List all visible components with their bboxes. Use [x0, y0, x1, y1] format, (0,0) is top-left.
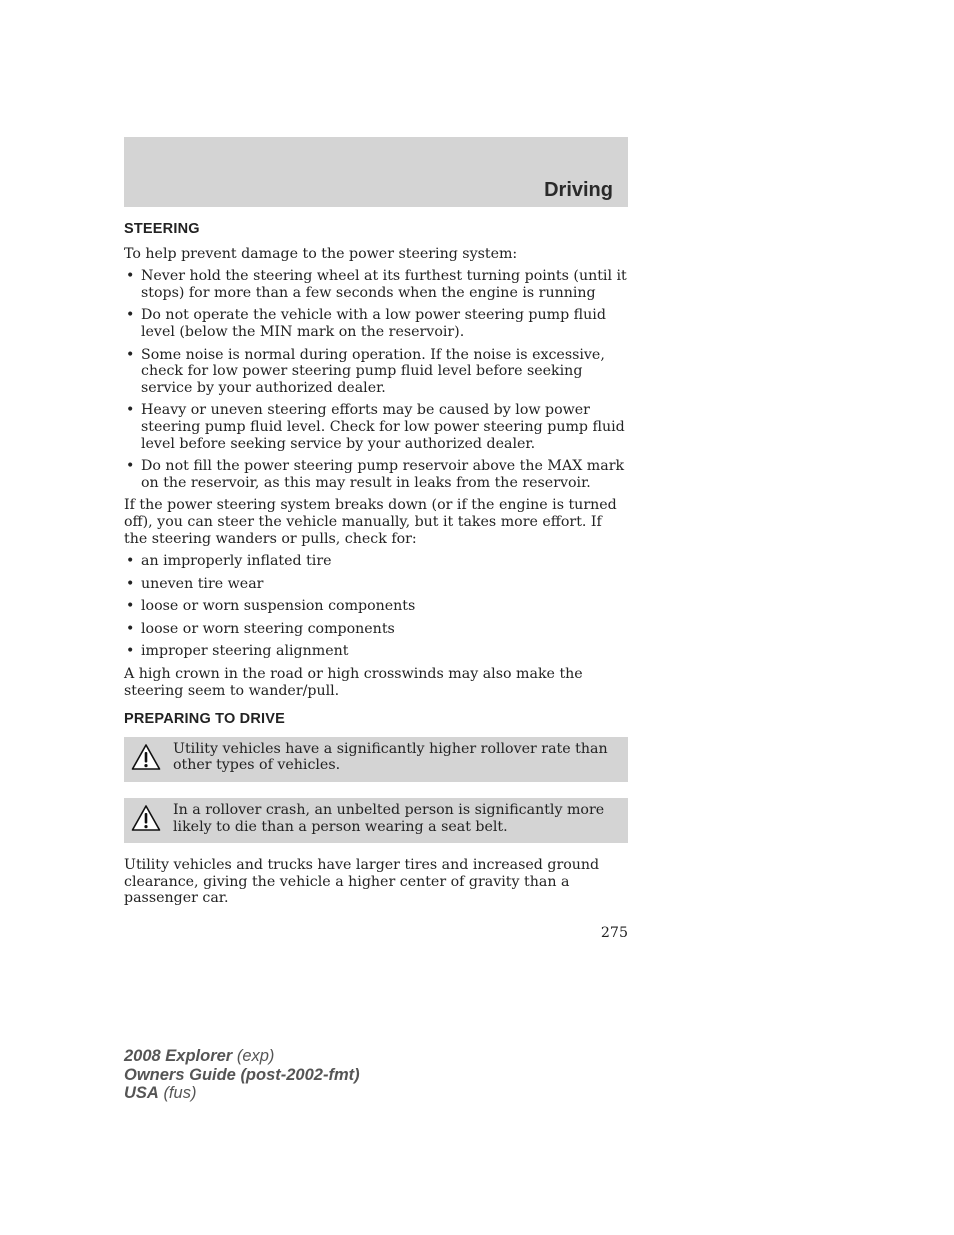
list-item: • uneven tire wear [124, 576, 628, 593]
warning-text: In a rollover crash, an unbelted person is significantly more likely to die than a person wearing a seat belt. [173, 802, 605, 835]
warning-box [124, 737, 628, 782]
list-item: • improper steering alignment [124, 643, 628, 660]
steering-tips-list [124, 268, 628, 491]
steering-checks-list [124, 553, 628, 660]
footer-model-code: (exp) [236, 1047, 275, 1065]
document-footer [124, 1047, 360, 1103]
steering-heading: STEERING [124, 221, 200, 237]
preparing-body: Utility vehicles and trucks have larger tires and increased ground clearance, giving the vehicle a higher center of gravity than a passenger car. [124, 857, 600, 907]
list-item: • Do not fill the power steering pump reservoir above the MAX mark on the reservoir, as this may result in leaks from the reservoir. [124, 458, 628, 491]
warning-triangle-icon [131, 743, 161, 771]
section-header-band [124, 137, 628, 207]
page-content [124, 221, 628, 913]
page-number: 275 [600, 925, 628, 941]
footer-market: USA [124, 1084, 159, 1102]
footer-guide: Owners Guide (post-2002-fmt) [124, 1065, 360, 1084]
footer-model: 2008 Explorer [124, 1047, 233, 1065]
footer-market-code: (fus) [163, 1084, 197, 1102]
section-title: Driving [544, 179, 613, 201]
list-item: • Never hold the steering wheel at its furthest turning points (until it stops) for more than a few seconds when the engine is running [124, 268, 628, 301]
list-item: • Some noise is normal during operation. If the noise is excessive, check for low power steering pump fluid level before seeking service by your authorized dealer. [124, 347, 628, 397]
list-item: • loose or worn steering components [124, 621, 628, 638]
warning-text: Utility vehicles have a significantly higher rollover rate than other types of vehicles. [173, 740, 608, 774]
list-item: • Do not operate the vehicle with a low power steering pump fluid level (below the MIN mark on the reservoir). [124, 307, 628, 340]
list-item: • loose or worn suspension components [124, 598, 628, 615]
warning-triangle-icon [131, 804, 161, 832]
list-item: • an improperly inflated tire [124, 553, 628, 570]
steering-intro: To help prevent damage to the power steering system: [124, 245, 518, 262]
list-item: • Heavy or uneven steering efforts may be caused by low power steering pump fluid level. Check for low power steering pump fluid level before seeking service by your authorized dealer. [124, 402, 628, 452]
preparing-heading: PREPARING TO DRIVE [124, 711, 285, 728]
warning-box [124, 798, 628, 843]
crown-paragraph: A high crown in the road or high crosswinds may also make the steering seem to wander/pull. [124, 666, 583, 699]
breakdown-paragraph: If the power steering system breaks down (or if the engine is turned off), you can steer the vehicle manually, but it takes more effort. If the steering wanders or pulls, check for: [124, 497, 617, 547]
